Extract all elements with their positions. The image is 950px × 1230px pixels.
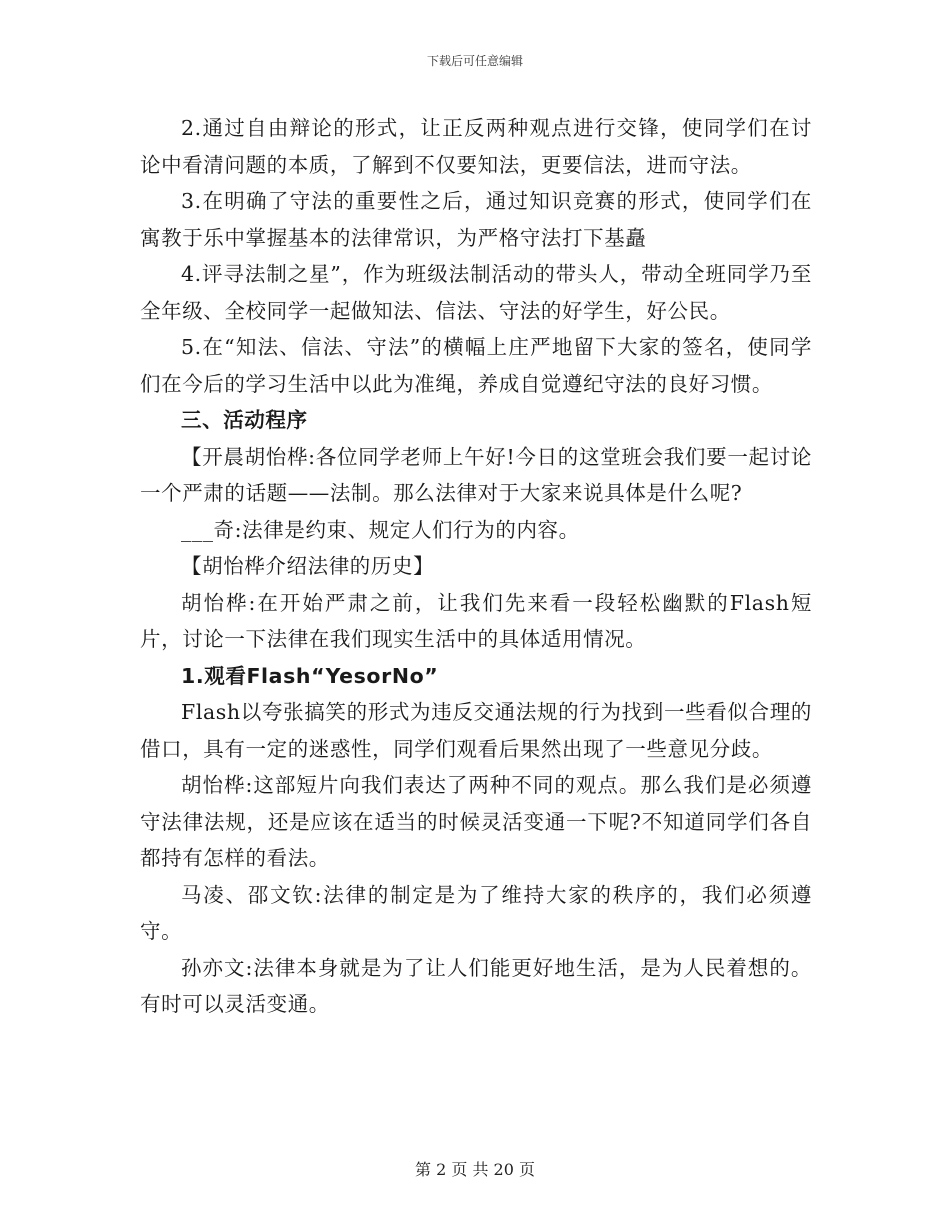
page-header-note: 下载后可任意编辑 — [426, 54, 523, 68]
section-heading-activity-procedure: 三、活动程序 — [181, 408, 308, 432]
paragraph-item-3: 3.在明确了守法的重要性之后，通过知识竞赛的形式，使同学们在寓教于乐中掌握基本的法律常识，为严格守法打下基矗 — [140, 189, 812, 250]
paragraph-opening-remarks: 【开晨胡怡桦:各位同学老师上午好!今日的这堂班会我们要一起讨论一个严肃的话题——法制。那么法律对于大家来说具体是什么呢? — [140, 444, 812, 505]
paragraph-item-4: 4.评寻法制之星”，作为班级法制活动的带头人，带动全班同学乃至全年级、全校同学一起做知法、信法、守法的好学生，好公民。 — [140, 262, 812, 323]
paragraph-law-history-note: 【胡怡桦介绍法律的历史】 — [181, 554, 435, 578]
paragraph-two-viewpoints: 胡怡桦:这部短片向我们表达了两种不同的观点。那么我们是必须遵守法律法规，还是应该在适当的时候灵活变通一下呢?不知道同学们各自都持有怎样的看法。 — [140, 773, 812, 870]
paragraph-flash-description: Flash以夸张搞笑的形式为违反交通法规的行为找到一些看似合理的借口，具有一定的迷惑性，同学们观看后果然出现了一些意见分歧。 — [140, 700, 812, 761]
subheading-watch-flash: 1.观看Flash“YesorNo” — [181, 663, 439, 688]
paragraph-item-2: 2.通过自由辩论的形式，让正反两种观点进行交锋，使同学们在讨论中看清问题的本质，了解到不仅要知法，更要信法，进而守法。 — [140, 116, 812, 177]
paragraph-item-5: 5.在“知法、信法、守法”的横幅上庄严地留下大家的签名，使同学们在今后的学习生活中以此为准绳，养成自觉遵纪守法的良好习惯。 — [140, 335, 812, 396]
paragraph-law-definition: ___奇:法律是约束、规定人们行为的内容。 — [181, 517, 580, 542]
page-number: 第 2 页 共 20 页 — [415, 1160, 535, 1179]
paragraph-flexible-view: 孙亦文:法律本身就是为了让人们能更好地生活，是为人民着想的。有时可以灵活变通。 — [140, 955, 812, 1016]
paragraph-must-obey: 马凌、邵文钦:法律的制定是为了维持大家的秩序的，我们必须遵守。 — [140, 882, 812, 943]
paragraph-flash-intro: 胡怡桦:在开始严肃之前，让我们先来看一段轻松幽默的Flash短片，讨论一下法律在我们现实生活中的具体适用情况。 — [140, 590, 812, 651]
document-body — [140, 110, 812, 1023]
